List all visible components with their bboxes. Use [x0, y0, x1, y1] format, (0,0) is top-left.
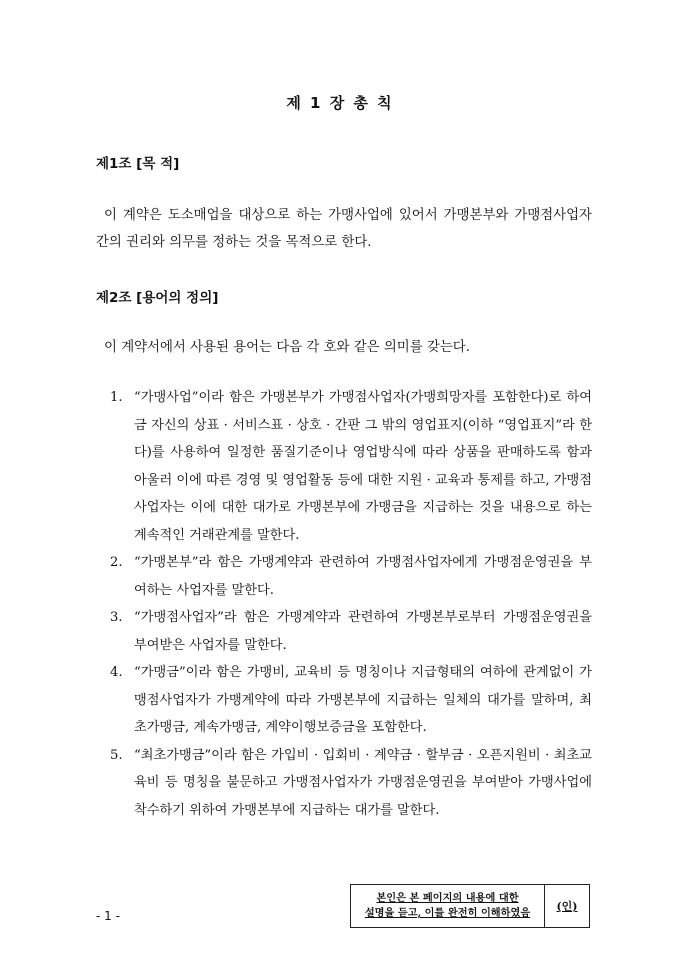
list-item: [104, 659, 592, 742]
article-1-text: 이 계약은 도소매업을 대상으로 하는 가맹사업에 있어서 가맹본부와 가맹점사업자 간의 권리와 의무를 정하는 것을 목적으로 한다.: [96, 208, 592, 250]
page-number: - 1 -: [96, 909, 120, 923]
list-item-number: 1.: [110, 390, 123, 405]
definition-list: [104, 384, 592, 824]
list-item-text: “가맹금”이라 함은 가맹비, 교육비 등 명칭이나 지급형태의 여하에 관계없이 가맹점사업자가 가맹계약에 따라 가맹본부에 지급하는 일체의 대가를 말하며, 최초가맹금, 계속가맹금, 계약이행보증금을 포함한다.: [134, 665, 592, 735]
article-1-title: 제1조 [목 적]: [96, 156, 180, 172]
article-2-intro: 이 계약서에서 사용된 용어는 다음 각 호와 같은 의미를 갖는다.: [104, 340, 470, 355]
list-item-number: 2.: [110, 555, 123, 570]
confirmation-box: [350, 884, 590, 928]
list-item-text: “가맹점사업자”라 함은 가맹계약과 관련하여 가맹본부로부터 가맹점운영권을 부여받은 사업자를 말한다.: [134, 610, 592, 653]
list-item: [104, 604, 592, 659]
list-item: [104, 549, 592, 604]
list-item-number: 5.: [110, 747, 123, 763]
seal-field[interactable]: [544, 885, 589, 927]
article-2-title: 제2조 [용어의 정의]: [96, 290, 219, 306]
list-item-text: “가맹본부”라 함은 가맹계약과 관련하여 가맹점사업자에게 가맹점운영권을 부여하는 사업자를 말한다.: [134, 555, 592, 598]
list-item-number: 3.: [110, 610, 123, 625]
confirmation-line-2: 설명을 듣고, 이를 완전히 이해하였음: [364, 907, 531, 919]
list-item-number: 4.: [110, 665, 123, 680]
confirmation-line-1: 본인은 본 페이지의 내용에 대한: [376, 892, 519, 904]
confirmation-text: [351, 891, 544, 921]
list-item: [104, 384, 592, 549]
list-item-text: “가맹사업”이라 함은 가맹본부가 가맹점사업자(가맹희망자를 포함한다)로 하여금 자신의 상표 · 서비스표 · 상호 · 간판 그 밖의 영업표지(이하 “영업표지”라 한다)를 사용하여 일정한 품질기준이나 영업방식에 따라 상품을 판매하도록 함과 아울러 이에 따른 경영 및 영업활동 등에 대한 지원 · 교육과 통제를 하고, 가맹점사업자는 이에 대한 대가로 가맹본부에 가맹금을 지급하는 것을 내용으로 하는 계속적인 거래관계를 말한다.: [134, 390, 592, 543]
list-item: [104, 742, 592, 825]
chapter-title: 제 1 장 총 칙: [286, 94, 394, 112]
seal-label: (인): [556, 900, 578, 913]
list-item-text: “최초가맹금”이라 함은 가입비 · 입회비 · 계약금 · 할부금 · 오픈지원비 · 최초교육비 등 명칭을 불문하고 가맹점사업자가 가맹점운영권을 부여받아 가맹사업에 착수하기 위하여 가맹본부에 지급하는 대가를 말한다.: [134, 747, 592, 818]
